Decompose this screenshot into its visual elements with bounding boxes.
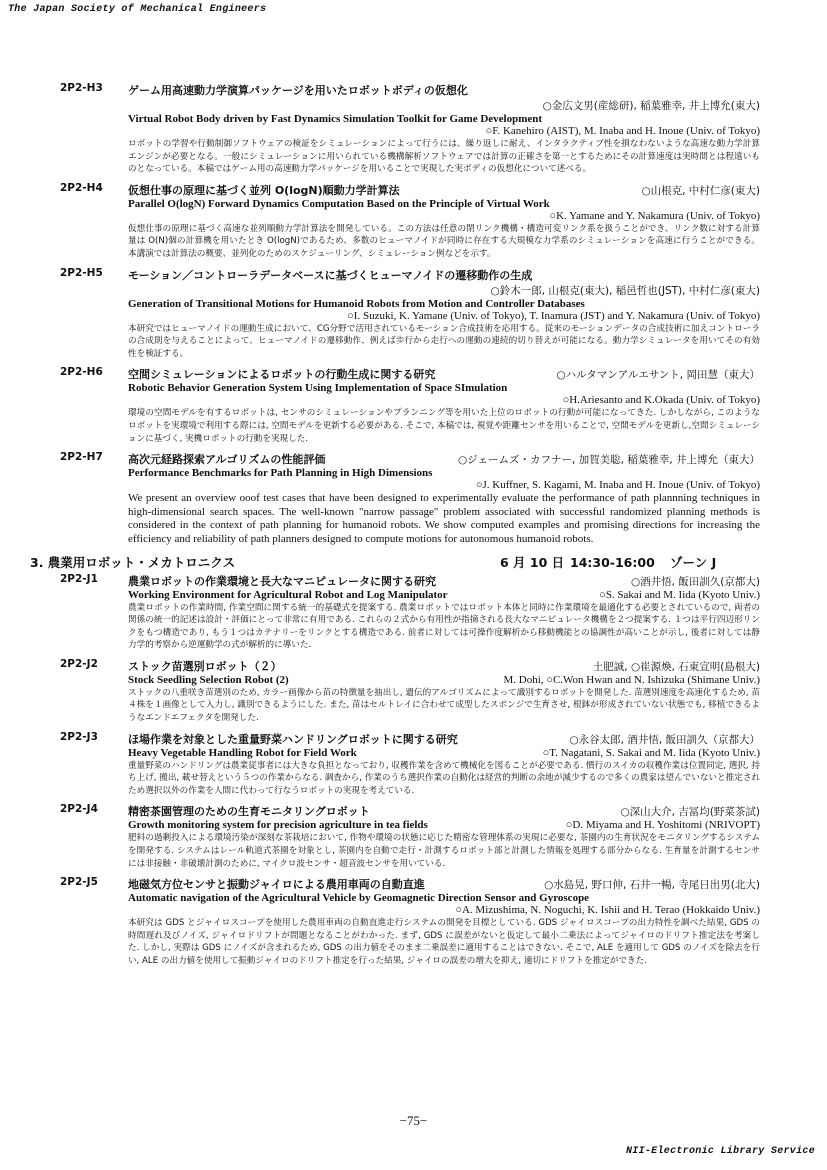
japanese-authors: ○ハルタマンアルエサント, 岡田慧（東大） <box>556 369 760 382</box>
english-authors: ○A. Mizushima, N. Noguchi, K. Ishii and H. Terao (Hokkaido Univ.) <box>455 904 760 917</box>
japanese-title: ほ場作業を対象とした重量野菜ハンドリングロボットに関する研究 <box>128 732 458 746</box>
japanese-title: ストック苗選別ロボット（２） <box>128 659 282 673</box>
japanese-authors: ○ジェームズ・カフナー, 加賀美聡, 稲葉雅幸, 井上博允（東大） <box>458 454 760 467</box>
english-title: Growth monitoring system for precision agriculture in tea fields <box>128 819 428 832</box>
japanese-authors: ○鈴木一郎, 山根克(東大), 稲邑哲也(JST), 中村仁彦(東大) <box>490 284 760 297</box>
page-number: −75− <box>399 1113 428 1128</box>
abstract: 農業ロボットの作業時間, 作業空間に関する統一的基礎式を提案する. 農業ロボットではロボット本体と同時に作業環境を最適化する必要とされているので, 両者の関係の統一的記述は設計・評価にとって非常に有用である. これらの２式から有用性が指摘される長大なマニピュレータ機構を２つ提案する. １つは平行四辺形リンクをもつ構造であり, もう１つはカテナリーをリンクとする構造である. 前者に対しては可操作度解析から移動機能との協調性が高いことが示し, 後者に対しては静力学的考察から逆運動学の式が解析的に導いた. <box>128 602 760 651</box>
english-authors: ○I. Suzuki, K. Yamane (Univ. of Tokyo), T. Inamura (JST) and Y. Nakamura (Univ. of Tokyo) <box>347 309 760 322</box>
english-authors: ○D. Miyama and H. Yoshitomi (NRIVOPT) <box>565 819 760 832</box>
english-authors: M. Dohi, ○C.Won Hwan and N. Ishizuka (Shimane Univ.) <box>503 673 760 686</box>
english-title: Robotic Behavior Generation System Using Implementation of Space SImulation <box>128 382 508 395</box>
session-time: 14:30-16:00 <box>570 554 655 570</box>
english-authors: ○S. Sakai and M. Iida (Kyoto Univ.) <box>599 588 760 601</box>
english-title: Parallel O(logN) Forward Dynamics Computation Based on the Principle of Virtual Work <box>128 197 550 210</box>
english-authors: ○K. Yamane and Y. Nakamura (Univ. of Tokyo) <box>549 209 760 222</box>
entry-code: 2P2-J5 <box>60 876 98 889</box>
japanese-authors: ○酒井悟, 飯田訓久(京都大) <box>630 575 760 588</box>
session-date: 6 月 10 日 <box>500 554 565 570</box>
entry-2p2-h5 <box>60 267 760 361</box>
entry-code: 2P2-J1 <box>60 572 98 585</box>
japanese-title: 精密茶園管理のための生育モニタリングロボット <box>128 805 370 819</box>
entry-code: 2P2-H4 <box>60 181 103 194</box>
abstract: We present an overview ooof test cases that have been designed to experimentally evaluate the performance of path plannning techniques in high-dimensional search spaces. The well-known "narrow passage" problem associated with successful randomized planning methods is considered in the context of path planning for humanoid robots. We show computed examples and promising directions for increasing the efficiency and reliability of path planners designed to compute motions for autonomous humanoid robots. <box>128 492 760 545</box>
session-title: 3. 農業用ロボット・メカトロニクス <box>30 554 236 570</box>
session-zone: ゾーン J <box>670 554 717 570</box>
abstract: ストックの八重咲き苗選別のため, カラー画像から苗の特徴量を抽出し, 遺伝的アルゴリズムによって識別するロボットを開発した. 苗選別速度を高速化するため, 苗４株を１画像として入力し, 識別できるようにした. また, 苗はセルトレイに合わせて成型したスポンジで生育させ, 根鉢が形成されていない状態でも, 移植できるようなエンドエフェクタを開発した. <box>128 687 760 724</box>
japanese-title: 空間シミュレーションによるロボットの行動生成に関する研究 <box>128 368 436 382</box>
abstract: 本研究は GDS とジャイロスコープを使用した農用車両の自動直進走行システムの開発を目標としている. GDS ジャイロスコープの出力特性を調べた結果, GDS の時間遅れ及びノイズ, ジャイロドリフトが問題となることがわかった. まず, GDS に誤差がないと仮定して最小二乗法によってジャイロのドリフト推定法を考案した. しかし, 実際は GDS にノイズが含まれるため, GDS の出力値をそのまま二乗誤差に適用することはできない. そこで, ALE を適用して GDS のノイズを除去を行い, ALE の出力値を使用して振動ジャイロのドリフト推定を行った結果, ジャイロの誤差の増大を抑え, 適切にドリフトを推定ができた. <box>128 918 760 966</box>
english-title: Generation of Transitional Motions for Humanoid Robots from Motion and Controller Databases <box>128 297 585 310</box>
entry-code: 2P2-H3 <box>60 82 103 94</box>
entry-2p2-j5 <box>60 876 760 967</box>
english-title: Stock Seedling Selection Robot (2) <box>128 673 289 686</box>
english-title: Automatic navigation of the Agricultural Vehicle by Geomagnetic Direction Sensor and Gyroscope <box>128 892 590 905</box>
english-title: Performance Benchmarks for Path Planning in High Dimensions <box>128 467 433 480</box>
entry-code: 2P2-J3 <box>60 730 98 743</box>
entry-2p2-j1 <box>60 573 760 652</box>
entry-2p2-h3 <box>60 82 760 176</box>
entry-2p2-j2 <box>60 658 760 725</box>
japanese-authors: ○金広文男(産総研), 稲葉雅幸, 井上博允(東大) <box>542 100 760 112</box>
japanese-title: ゲーム用高速動力学演算パッケージを用いたロボットボディの仮想化 <box>128 84 468 97</box>
society-header: The Japan Society of Mechanical Engineers <box>8 4 267 15</box>
japanese-title: 農業ロボットの作業環境と長大なマニピュレータに関する研究 <box>128 574 436 588</box>
entry-2p2-h4 <box>60 182 760 261</box>
english-authors: ○T. Nagatani, S. Sakai and M. Iida (Kyoto Univ.) <box>542 746 760 759</box>
abstract: 環境の空間モデルを有するロボットは, センサのシミュレーションやプランニング等を用いた上位のロボットの行動が可能になってきた. しかしながら, このようなロボットを実環境で利用する際には, 空間モデルを更新する必要がある. そこで, 本稿では, 視覚や距離センサを用いることで, 空間モデルを更新し,空間シミュレーションに基づく, 実機ロボットの行動を実現した. <box>128 408 760 444</box>
entry-code: 2P2-J2 <box>60 657 98 670</box>
entry-code: 2P2-H6 <box>60 366 103 379</box>
english-authors: ○F. Kanehiro (AIST), M. Inaba and H. Inoue (Univ. of Tokyo) <box>485 125 760 137</box>
japanese-title: 地磁気方位センサと振動ジャイロによる農用車両の自動直進 <box>128 878 425 892</box>
english-authors: ○H.Ariesanto and K.Okada (Univ. of Tokyo) <box>562 394 760 407</box>
japanese-authors: ○山根克, 中村仁彦(東大) <box>641 184 760 197</box>
japanese-title: 仮想仕事の原理に基づく並列 O(logN)順動力学計算法 <box>128 183 400 197</box>
abstract: ロボットの学習や行動制御ソフトウェアの検証をシミュレーションによって行うには、繰り返しに耐え、インタラクティブ性を損なわないような高速な動力学計算エンジンが必要となる。一般にシミュレーションに用いられている機構解析ソフトウェアでは計算の正確さを第一とするためにその計算速度は実時間とは程遠いものとなっている。本稿ではゲーム用の高速動力学パッケージを用いることで実現した実ボディの仮想化について述べる。 <box>128 139 760 175</box>
japanese-authors: ○水島晃, 野口伸, 石井一暢, 寺尾日出男(北大) <box>544 879 760 892</box>
abstract: 仮想仕事の原理に基づく高速な並列順動力学計算法を開発している。この方法は任意の閉リンク機構・構造可変リンク系を扱うことができ、リンク数に対する計算量は O(N)個の計算機を用いたとき O(logN)であるため、多数のヒューマノイドが同時に存在する大規模な力学系のシミュレーションを高速に行うことができる。本講演では計算法の概要、並列化のためのスケジューリング、シミュレーション例などを示す。 <box>128 223 760 259</box>
entry-code: 2P2-J4 <box>60 803 98 816</box>
abstract: 肥料の過剰投入による環境汚染が深刻な茶栽培において, 作物や環境の状態に応じた精密な管理体系の実現に必要な, 茶園内の生育状況をモニタリングするシステムを開発する. システムはレール軌道式茶園を対象とし, 茶園内を自動で走行・計測するロボット部と計測した情報を処理する部分からなる. 生育量を計測するセンサには非接触・非破壊計測のために, マイクロ波センサ・超音波センサを用いている. <box>128 833 760 869</box>
japanese-authors: ○永谷太郎, 酒井悟, 飯田訓久（京都大） <box>569 733 760 746</box>
english-authors: ○J. Kuffner, S. Kagami, M. Inaba and H. Inoue (Univ. of Tokyo) <box>475 479 760 492</box>
entry-2p2-h6 <box>60 366 760 445</box>
english-title: Virtual Robot Body driven by Fast Dynamics Simulation Toolkit for Game Development <box>128 113 543 125</box>
english-title: Working Environment for Agricultural Robot and Log Manipulator <box>128 588 448 601</box>
entry-code: 2P2-H5 <box>60 266 103 279</box>
abstract: 本研究ではヒューマノイドの運動生成において、CG分野で活用されているモーション合成技術を応用する。従来のモーションデータの合成技術に加えコントローラの合成則を与えることによって、ヒューマノイドの遷移動作、例えば歩行から走行への運動の連続的切り替えが可能になる。動力学シミュレータを用いてその有効性を検証する。 <box>128 323 760 359</box>
japanese-title: モーション／コントローラデータベースに基づくヒューマノイドの遷移動作の生成 <box>128 268 533 282</box>
entry-2p2-j4 <box>60 803 760 870</box>
program-content <box>30 82 761 974</box>
japanese-title: 高次元経路探索アルゴリズムの性能評価 <box>128 453 326 467</box>
japanese-authors: ○深山大介, 吉冨均(野菜茶試) <box>620 806 760 819</box>
abstract: 重量野菜のハンドリングは農業従事者には大きな負担となっており, 収穫作業を含めて機械化を図ることが必要である. 慣行のスイカの収穫作業は位置同定, 選択, 持ち上げ, 搬出, 載せ替えという５つの作業からなる. 調査から, 作業のうち選択作業の自動化は経営的判断の余地が減少するので多くの農家は望んでいないと推定されため選択以外の作業を人間に代わって行なうロボットの実現を考えている. <box>128 760 761 796</box>
japanese-authors: 土肥誠, ○崔源煥, 石東宣明(島根大) <box>592 660 760 673</box>
entry-2p2-j3 <box>60 731 760 798</box>
library-footer: NII-Electronic Library Service <box>625 1146 815 1157</box>
english-title: Heavy Vegetable Handling Robot for Field Work <box>128 746 357 759</box>
session-heading <box>30 553 760 571</box>
entry-2p2-h7 <box>60 451 760 546</box>
entry-code: 2P2-H7 <box>60 451 103 464</box>
